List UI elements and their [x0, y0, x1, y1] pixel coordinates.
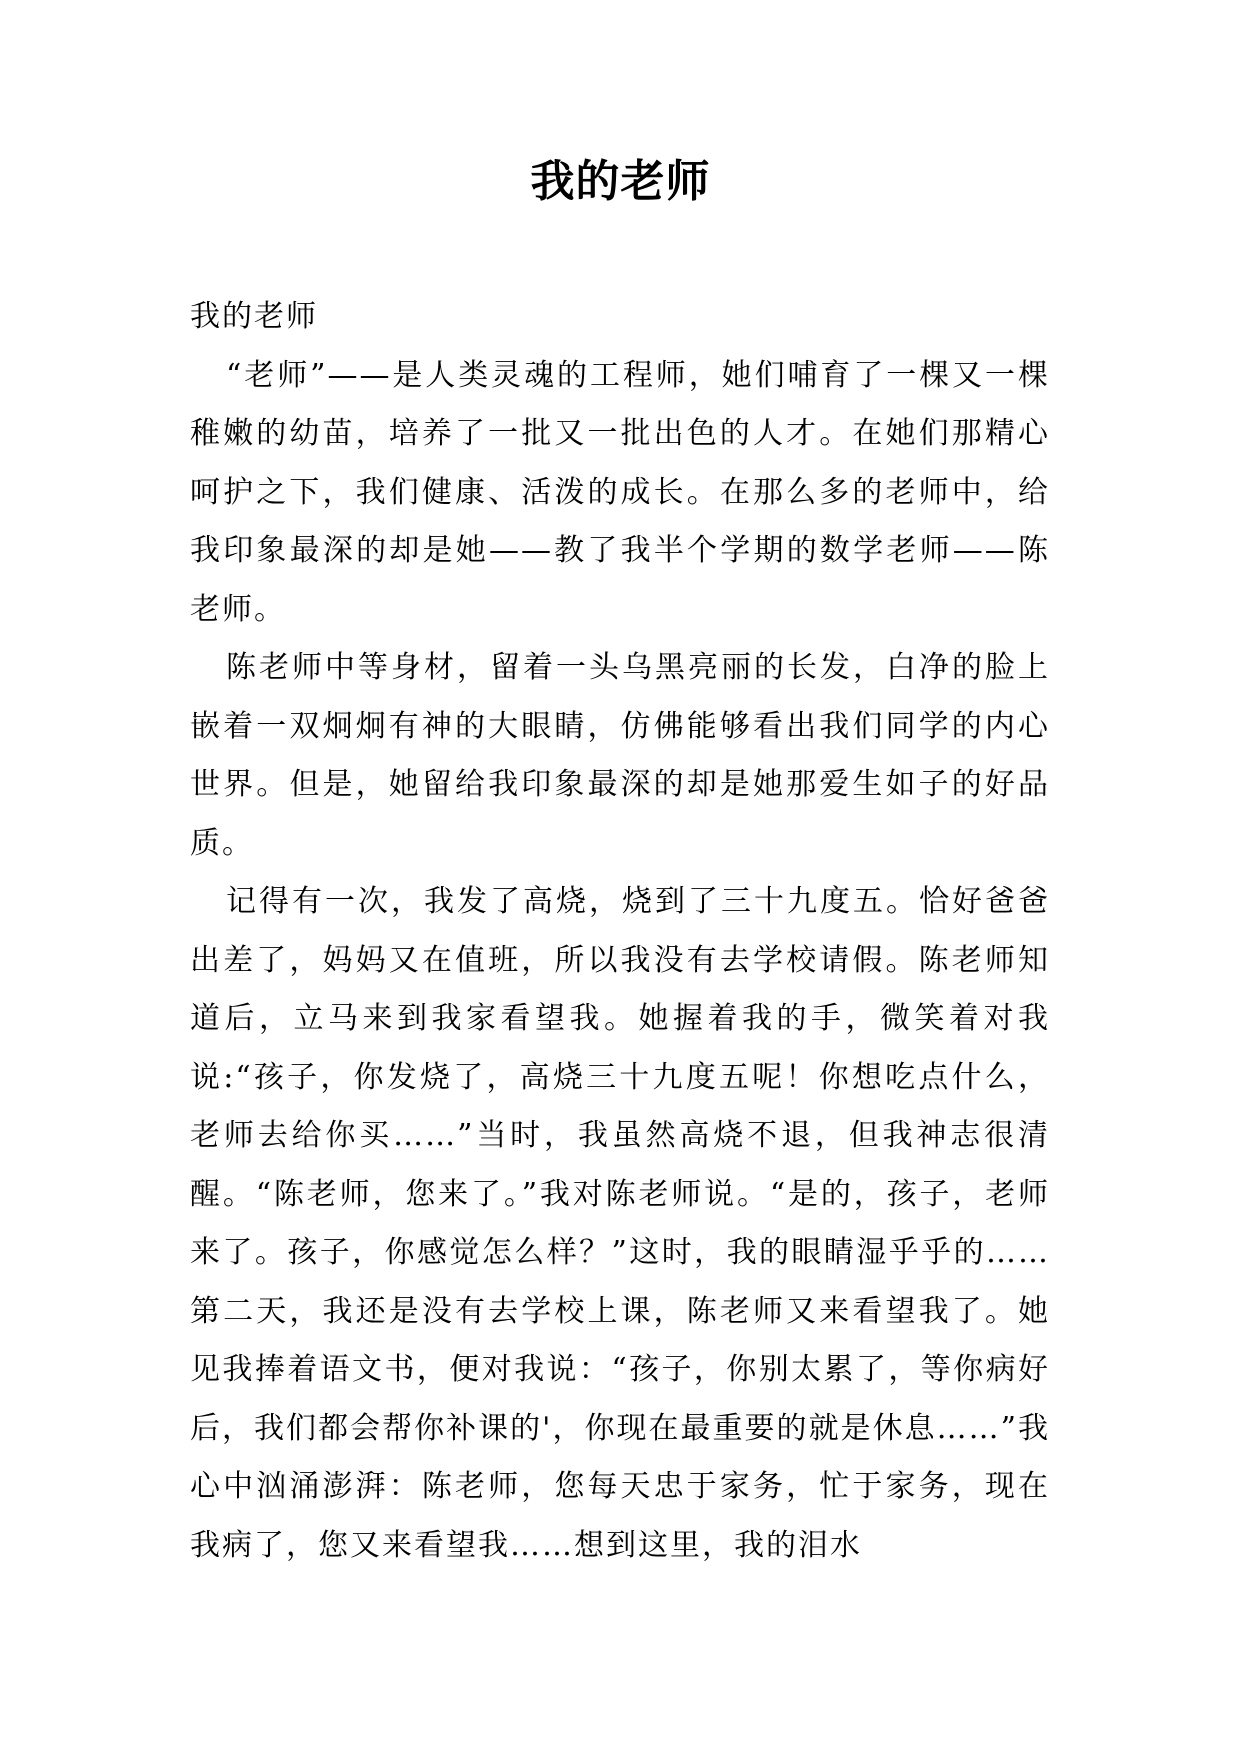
document-body: [190, 288, 1050, 1575]
paragraph-1: “老师”——是人类灵魂的工程师，她们哺育了一棵又一棵稚嫩的幼苗，培养了一批又一批出色的人才。在她们那精心呵护之下，我们健康、活泼的成长。在那么多的老师中，给我印象最深的却是她——教了我半个学期的数学老师——陈老师。: [190, 357, 1050, 627]
paragraph-3: 记得有一次，我发了高烧，烧到了三十九度五。恰好爸爸出差了，妈妈又在值班，所以我没有去学校请假。陈老师知道后，立马来到我家看望我。她握着我的手，微笑着对我说:“孩子，你发烧了，高烧三十九度五呢！你想吃点什么，老师去给你买……”当时，我虽然高烧不退，但我神志很清醒。“陈老师，您来了。”我对陈老师说。“是的，孩子，老师来了。孩子，你感觉怎么样？”这时，我的眼睛湿乎乎的……第二天，我还是没有去学校上课，陈老师又来看望我了。她见我捧着语文书，便对我说：“孩子，你别太累了，等你病好后，我们都会帮你补课的'，你现在最重要的就是休息……”我心中汹涌澎湃：陈老师，您每天忠于家务，忙于家务，现在我病了，您又来看望我……想到这里，我的泪水: [190, 884, 1050, 1563]
document-subtitle: 我的老师: [190, 299, 318, 334]
paragraph-2: 陈老师中等身材，留着一头乌黑亮丽的长发，白净的脸上嵌着一双炯炯有神的大眼睛，仿佛能够看出我们同学的内心世界。但是，她留给我印象最深的却是她那爱生如子的好品质。: [190, 650, 1050, 861]
page-title: 我的老师: [530, 156, 711, 207]
